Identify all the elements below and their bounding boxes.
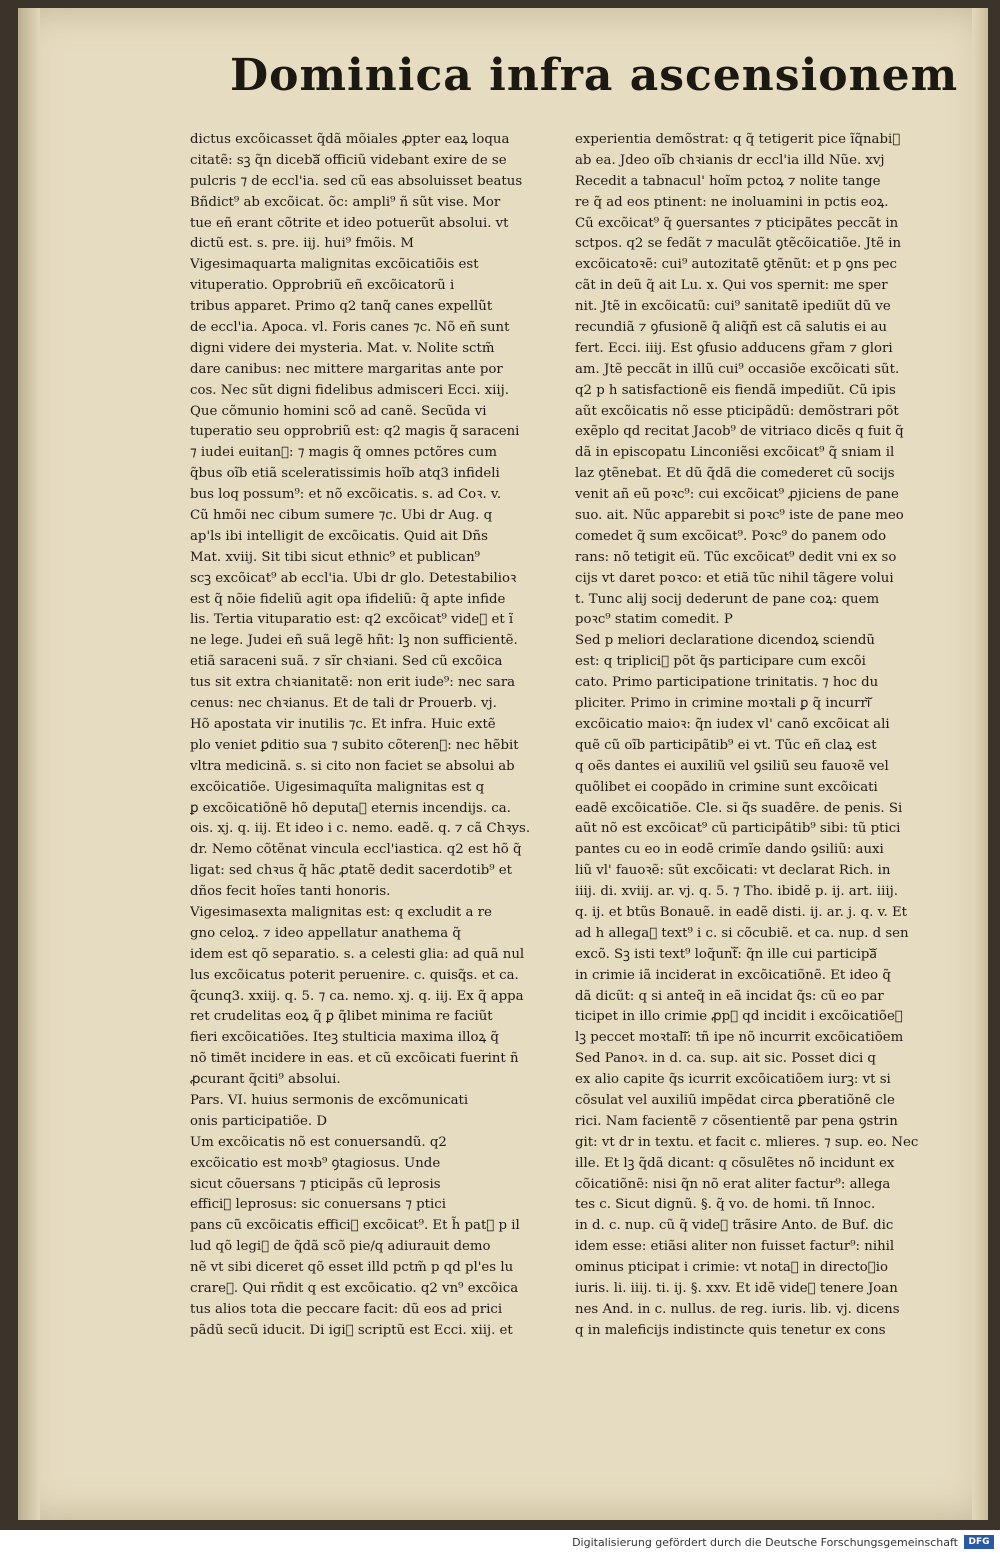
text-line: in crimie iã inciderat in excõicatiõnẽ. Et ideo q̃ [575,967,891,983]
text-line: excõicatio maioꝛ: q̃n iudex vl' canõ excõicat ali [575,716,890,732]
text-line: nõ timẽt incidere in eas. et cũ excõicati fuerint ñ [190,1051,519,1067]
text-line: Pars. VI. huius sermonis de excõmunicati [190,1092,469,1108]
text-line: ꝑ excõicatiõnẽ hõ deputaᷓ eternis incendijs. ca. [190,800,511,816]
text-line: comedet q̃ sum excõicat⁹. Poꝛc⁹ do panem odo [575,528,887,544]
text-line: rans: nõ tetigit eũ. Tũc excõicat⁹ dedit vni ex so [575,549,897,565]
text-line: bus loq possum⁹: et nõ excõicatis. s. ad Coꝛ. v. [190,487,502,503]
text-line: ex alio capite q̃s icurrit excõicatiõem iurꝫ: vt si [575,1072,891,1088]
text-line: ret crudelitas eoꝝ q̃ ꝑ q̃libet minima re faciũt [190,1009,493,1025]
text-line: venit añ eũ poꝛc⁹: cui excõicat⁹ ꝓjiciens de pane [575,487,899,503]
text-line: dictus excõicasset q̃dã mõiales ꝓpter eaꝝ loqua [190,132,510,147]
text-line: tue eñ erant cõtrite et ideo potuerũt absolui. vt [190,215,509,231]
text-line: ligat: sed chꝛus q̃ hãc ꝓtatẽ dedit sacerdotib⁹ et [190,863,512,879]
text-line: cõicatiõnẽ: nisi q̃n nõ erat aliter factur⁹: allega [575,1176,891,1192]
text-line: tus sit extra chꝛianitatẽ: non erit iude⁹: nec sara [190,675,516,691]
right-text-column [575,130,960,1342]
text-line: idem esse: etiãsi aliter non fuisset factur⁹: nihil [575,1239,895,1255]
text-line: pulcris ⁊ de eccl'ia. sed cũ eas absoluisset beatus [190,173,523,189]
text-line: ab ea. Jdeo oĩb chꝛianis dr eccl'ia illd Nũe. xvj [575,152,885,168]
text-line: ticipet in illo crimie ꝓpᷓ qd incidit i excõicatiõeꝫ [575,1009,903,1025]
text-line: q in maleficijs indistincte quis tenetur ex cons [575,1322,886,1338]
text-line: suo. ait. Nũc apparebit si poꝛc⁹ iste de pane meo [575,508,904,524]
text-line: Que cõmunio homini scõ ad canẽ. Secũda vi [190,403,487,419]
text-line: est: q tripliciᷓ põt q̃s participare cum excõi [575,654,866,670]
text-line: excõicatiõe. Uigesimaquĩta malignitas est q [190,779,485,795]
text-line: iuris. li. iiij. ti. ij. §. xxv. Et idẽ videᷓ tenere Joan [575,1280,898,1296]
text-line: in d. c. nup. cũ q̃ videᷓ trãsire Anto. de Buf. dic [575,1218,894,1234]
text-line: tes c. Sicut dignũ. §. q̃ vo. de homi. tñ Innoc. [575,1197,876,1213]
text-line: dictũ est. s. pre. iij. hui⁹ fmõis. M [190,236,415,252]
text-line: etiã saraceni suã. ⁊ sĩr chꝛiani. Sed cũ excõica [190,654,503,670]
text-line: dños fecit hoĩes tanti honoris. [190,884,391,900]
text-line: Hõ apostata vir inutilis ⁊c. Et infra. Huic extẽ [190,716,496,732]
text-line: ois. xj. q. iij. Et ideo i c. nemo. eadẽ. q. ⁊ cã Chꝛys. [190,821,531,837]
text-line: sctpos. q2 se fedãt ⁊ maculãt ꝯtẽcõicatiõe. Jtẽ in [575,236,902,252]
text-line: tus alios tota die peccare facit: dũ eos ad prici [190,1301,503,1317]
text-line: onis participatiõe. D [190,1113,327,1129]
text-line: nes And. in c. nullus. de reg. iuris. lib. vj. dicens [575,1301,900,1317]
text-line: quẽ cũ oĩb participãtib⁹ ei vt. Tũc eñ claꝝ est [575,737,877,753]
text-line: ominus pticipat i crimie: vt notaᷓ in directoꝛio [575,1260,889,1276]
text-line: Sed Panoꝛ. in d. ca. sup. ait sic. Posset dici q [575,1051,876,1067]
text-line: nit. Jtẽ in excõicatũ: cui⁹ sanitatẽ ipediũt dũ ve [575,299,891,315]
text-line: Sed p meliori declaratione dicendoꝝ sciendũ [575,633,875,649]
text-line: cijs vt daret poꝛco: et etiã tũc nihil tãgere volui [575,570,894,586]
text-line: Bñdict⁹ ab excõicat. õc: ampli⁹ ñ sũt vise. Mor [190,194,501,210]
text-line: experientia demõstrat: q q̃ tetigerit pice ĩq̃nabiᷓ [575,132,901,147]
text-line: nẽ vt sibi diceret qõ esset illd pctm̃ p qd pl'es lu [190,1260,514,1276]
text-line: Cũ excõicat⁹ q̃ ꝯuersantes ⁊ pticipãtes peccãt in [575,215,899,231]
text-line: laz ꝯtẽnebat. Et dũ q̃dã die comederet cũ socijs [575,466,895,482]
text-line: q oẽs dantes ei auxiliũ vel ꝯsiliũ seu fauoꝛẽ vel [575,758,889,774]
text-line: eadẽ excõicatiõe. Cle. si q̃s suadẽre. de penis. Si [575,800,903,816]
text-line: fieri excõicatiões. Iteꝫ stulticia maxima illoꝝ q̃ [190,1030,499,1046]
funding-notice: Digitalisierung gefördert durch die Deutsche Forschungsgemeinschaft [572,1536,958,1549]
text-line: dare canibus: nec mittere margaritas ante por [190,361,503,377]
text-line: iiij. di. xviij. ar. vj. q. 5. ⁊ Tho. ibidẽ p. ij. art. iiij. [575,884,898,900]
running-head: Dominica infra ascensionem [230,50,959,101]
text-line: citatẽ: sꝫ q̃n dicebaᷓ officiũ videbant exire de se [190,152,507,168]
text-line: Um excõicatis nõ est conuersandũ. q2 [190,1134,447,1150]
text-line: aũt excõicatis nõ esse pticipãdũ: demõstrari põt [575,403,899,419]
left-text-column [190,130,572,1342]
text-line: lus excõicatus poterit peruenire. c. quisq̃s. et ca. [190,967,519,983]
text-line: dã dicũt: q si anteq̃ in eã incidat q̃s: cũ eo par [575,988,884,1004]
text-line: ille. Et lꝫ q̃dã dicant: q cõsulẽtes nõ incidunt ex [575,1155,895,1171]
text-line: exẽplo qd recitat Jacob⁹ de vitriaco dicẽs q fuit q̃ [575,424,904,440]
text-line: Recedit a tabnacul' hoĩm pctoꝝ ⁊ nolite tange [575,173,881,189]
text-line: am. Jtẽ peccãt in illũ cui⁹ occasiõe excõicati sũt. [575,361,900,377]
text-line: pãdũ secũ iducit. Di igiᷓ scriptũ est Ecci. xiij. et [190,1322,513,1338]
text-line: ⁊ iudei euitanᷓ: ⁊ magis q̃ omnes pctõres cum [190,445,497,461]
text-line: de eccl'ia. Apoca. vl. Foris canes ⁊c. Nõ eñ sunt [190,320,510,336]
text-line: recundiã ⁊ ꝯfusionẽ q̃ aliq̃ñ est cã salutis ei au [575,320,887,336]
text-line: dr. Nemo cõtẽnat vincula eccl'iastica. q2 est hõ q̃ [190,842,522,858]
text-line: digni videre dei mysteria. Mat. v. Nolite sctm̃ [190,340,495,356]
text-line: cos. Nec sũt digni fidelibus admisceri Ecci. xiij. [190,382,510,398]
text-line: git: vt dr in textu. et facit c. mlieres. ⁊ sup. eo. Nec [575,1134,919,1150]
text-line: pantes cu eo in eodẽ crimĩe dando ꝯsiliũ: auxi [575,842,884,858]
text-line: plo veniet ꝑditio sua ⁊ subito cõterenᷓ: nec hẽbit [190,737,519,753]
text-line: q. ij. et btũs Bonauẽ. in eadẽ disti. ij. ar. j. q. v. Et [575,904,908,920]
text-line: dã in episcopatu Linconiẽsi excõicat⁹ q̃ sniam il [575,445,895,461]
text-line: scꝫ excõicat⁹ ab eccl'ia. Ubi dr glo. Detestabilioꝛ [190,570,517,586]
text-line: excõ. Sꝫ isti text⁹ loq̃untᷓ: q̃n ille cui participaᷓ [575,946,877,962]
text-line: liũ vl' fauoꝛẽ: sũt excõicati: vt declarat Rich. in [575,863,891,879]
text-line: vituperatio. Opprobriũ eñ excõicatorũ i [190,278,455,294]
page-edge [972,8,988,1520]
text-line: lꝫ peccet moꝛtaliᷓ: tñ ipe nõ incurrit excõicatiõem [575,1030,904,1046]
text-line: Vigesimaquarta malignitas excõicatiõis est [190,257,479,273]
text-line: est q̃ nõie fideliũ agit opa ifideliũ: q̃ apte infide [190,591,506,607]
text-line: ad h allegaᷓ text⁹ i c. si cõcubiẽ. et ca. nup. d sen [575,925,909,941]
text-line: Cũ hmõi nec cibum sumere ⁊c. Ubi dr Aug. q [190,508,493,524]
text-line: gno celoꝝ. ⁊ ideo appellatur anathema q̃ [190,925,461,941]
page-gutter [18,8,40,1520]
text-line: q̃bus oĩb etiã sceleratissimis hoĩb atq3 infideli [190,466,500,482]
text-line: q2 p h satisfactionẽ eis fiendã impediũt. Cũ ipis [575,382,896,398]
text-line: pans cũ excõicatis efficiᷓ excõicat⁹. Et h̃ patꝫ p il [190,1218,520,1234]
text-line: fert. Ecci. iiij. Est ꝯfusio adducens gr̃am ⁊ glori [575,340,893,356]
text-line: cãt in deũ q̃ ait Lu. x. Qui vos spernit: me sper [575,278,888,294]
text-line: pliciter. Primo in crimine moꝛtali ꝑ q̃ incurriᷓ [575,696,871,712]
text-line: Mat. xviij. Sit tibi sicut ethnic⁹ et publican⁹ [190,549,481,565]
dfg-logo: DFG [964,1535,994,1549]
text-line: vltra medicinã. s. si cito non faciet se absolui ab [190,758,515,774]
text-line: idem est qõ separatio. s. a celesti glia: ad quã nul [190,946,525,962]
text-line: excõicatoꝛẽ: cui⁹ autozitatẽ ꝯtẽnũt: et p ꝯns pec [575,257,897,273]
text-line: tuperatio seu opprobriũ est: q2 magis q̃ saraceni [190,424,520,440]
text-line: crareᷓ. Qui rñdit q est excõicatio. q2 vn⁹ excõica [190,1280,519,1296]
text-line: cõsulat vel auxiliũ impẽdat circa ꝑberatiõnẽ cle [575,1092,895,1108]
text-line: ap'ls ibi intelligit de excõicatis. Quid ait Dñs [190,528,488,544]
text-line: lud qõ legiᷓ de q̃dã scõ pie/q adiurauit demo [190,1239,491,1255]
text-line: t. Tunc alij socij dederunt de pane coꝝ: quem [575,591,880,607]
text-line: tribus apparet. Primo q2 tanq̃ canes expellũt [190,299,493,315]
text-line: excõicatio est moꝛb⁹ ꝯtagiosus. Unde [190,1155,441,1171]
text-line: cenus: nec chꝛianus. Et de tali dr Prouerb. vj. [190,696,497,712]
text-line: ne lege. Judei eñ suã legẽ hñt: lꝫ non sufficientẽ. [190,633,518,649]
text-line: ꝓcurant q̃citi⁹ absolui. [190,1072,341,1088]
footer-bar [0,1530,1000,1554]
text-line: sicut cõuersans ⁊ pticipãs cũ leprosis [190,1176,441,1192]
text-line: lis. Tertia vituparatio est: q2 excõicat⁹ videᷓ et ĩ [190,612,514,628]
text-line: cato. Primo participatione trinitatis. ⁊ hoc du [575,675,879,691]
text-line: efficiᷓ leprosus: sic conuersans ⁊ ptici [190,1197,446,1213]
text-line: rici. Nam facientẽ ⁊ cõsentientẽ par pena ꝯstrin [575,1113,898,1129]
text-line: aũt nõ est excõicat⁹ cũ participãtib⁹ sibi: tũ ptici [575,821,901,837]
text-line: Vigesimasexta malignitas est: q excludit a re [190,904,492,920]
text-line: quõlibet ei coopãdo in crimine sunt excõicati [575,779,878,795]
text-line: re q̃ ad eos ptinent: ne inoluamini in pctis eoꝝ. [575,194,889,210]
text-line: q̃cunq3. xxiij. q. 5. ⁊ ca. nemo. xj. q. iij. Ex q̃ appa [190,988,524,1004]
text-line: poꝛc⁹ statim comedit. P [575,612,733,628]
